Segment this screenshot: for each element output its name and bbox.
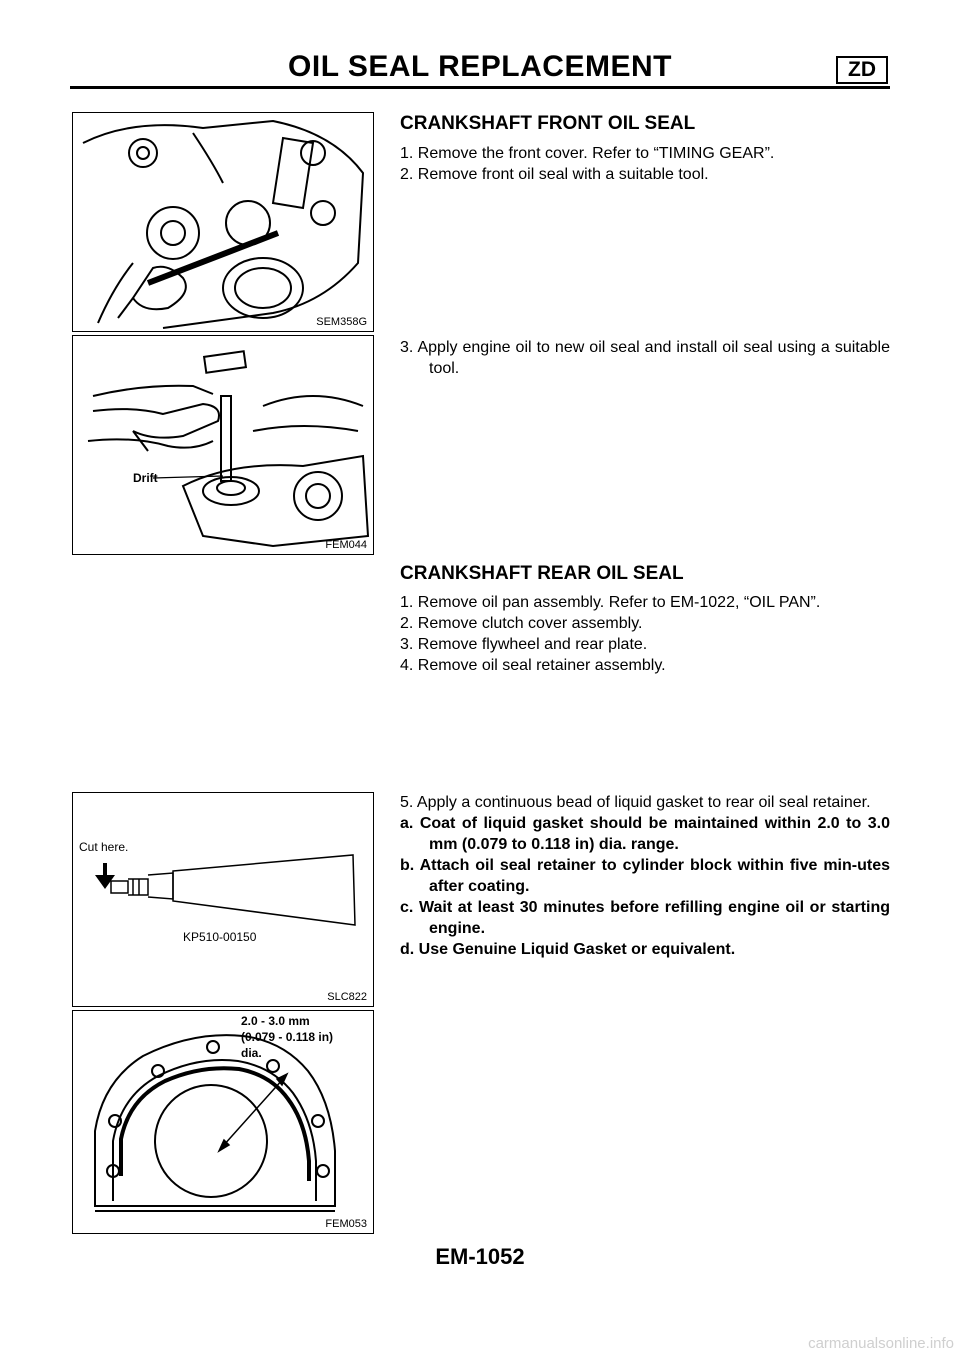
- step-item: 1. Remove the front cover. Refer to “TIMING GEAR”.: [400, 145, 775, 162]
- watermark: carmanualsonline.info: [808, 1335, 954, 1352]
- figure-front-seal-removal: [72, 112, 374, 332]
- liquid-gasket-tube-illustration: [73, 793, 373, 1006]
- front-seal-removal-illustration: [73, 113, 373, 331]
- part-number: KP510-00150: [183, 930, 257, 944]
- figure-gasket-bead-retainer: [72, 1010, 374, 1234]
- figure-code: SLC822: [327, 991, 367, 1003]
- page-number: EM-1052: [435, 1244, 525, 1269]
- gasket-bead-retainer-illustration: [73, 1011, 373, 1233]
- step-item: 5. Apply a continuous bead of liquid gasket to rear oil seal retainer.: [400, 794, 871, 811]
- step-item: 3. Remove flywheel and rear plate.: [400, 636, 648, 653]
- note-item: a. Coat of liquid gasket should be maintained within 2.0 to 3.0 mm (0.079 to 0.118 in) dia. range.: [400, 815, 890, 853]
- note-item: c. Wait at least 30 minutes before refilling engine oil or starting engine.: [400, 899, 890, 937]
- page-title: OIL SEAL REPLACEMENT: [288, 50, 672, 83]
- note-item: d. Use Genuine Liquid Gasket or equivalent.: [400, 941, 736, 958]
- front-seal-heading: CRANKSHAFT FRONT OIL SEAL: [400, 113, 696, 134]
- bead-size-mm: 2.0 - 3.0 mm: [241, 1014, 310, 1028]
- figure-front-seal-install: [72, 335, 374, 555]
- figure-code: SEM358G: [316, 316, 367, 328]
- header-divider: [70, 86, 890, 89]
- model-badge: ZD: [836, 56, 888, 84]
- drift-callout: Drift: [133, 471, 158, 485]
- rear-seal-step-5: [400, 792, 890, 960]
- bead-size-dia: dia.: [241, 1046, 262, 1060]
- rear-seal-steps: [400, 592, 890, 676]
- cut-here-callout: Cut here.: [79, 840, 129, 854]
- step-item: 2. Remove clutch cover assembly.: [400, 615, 643, 632]
- step-item: 4. Remove oil seal retainer assembly.: [400, 657, 666, 674]
- front-seal-steps: [400, 143, 890, 185]
- bead-size-in: (0.079 - 0.118 in): [241, 1030, 334, 1044]
- front-seal-step-3: [400, 337, 890, 379]
- step-item: 2. Remove front oil seal with a suitable tool.: [400, 166, 709, 183]
- rear-seal-heading: CRANKSHAFT REAR OIL SEAL: [400, 563, 684, 584]
- front-seal-install-illustration: [73, 336, 373, 554]
- figure-liquid-gasket-tube: [72, 792, 374, 1007]
- step-item: 1. Remove oil pan assembly. Refer to EM-1022, “OIL PAN”.: [400, 594, 821, 611]
- figure-code: FEM053: [325, 1218, 367, 1230]
- step-item: 3. Apply engine oil to new oil seal and install oil seal using a suitable tool.: [400, 339, 890, 377]
- figure-code: FEM044: [325, 539, 367, 551]
- note-item: b. Attach oil seal retainer to cylinder block within five min-utes after coating.: [400, 857, 890, 895]
